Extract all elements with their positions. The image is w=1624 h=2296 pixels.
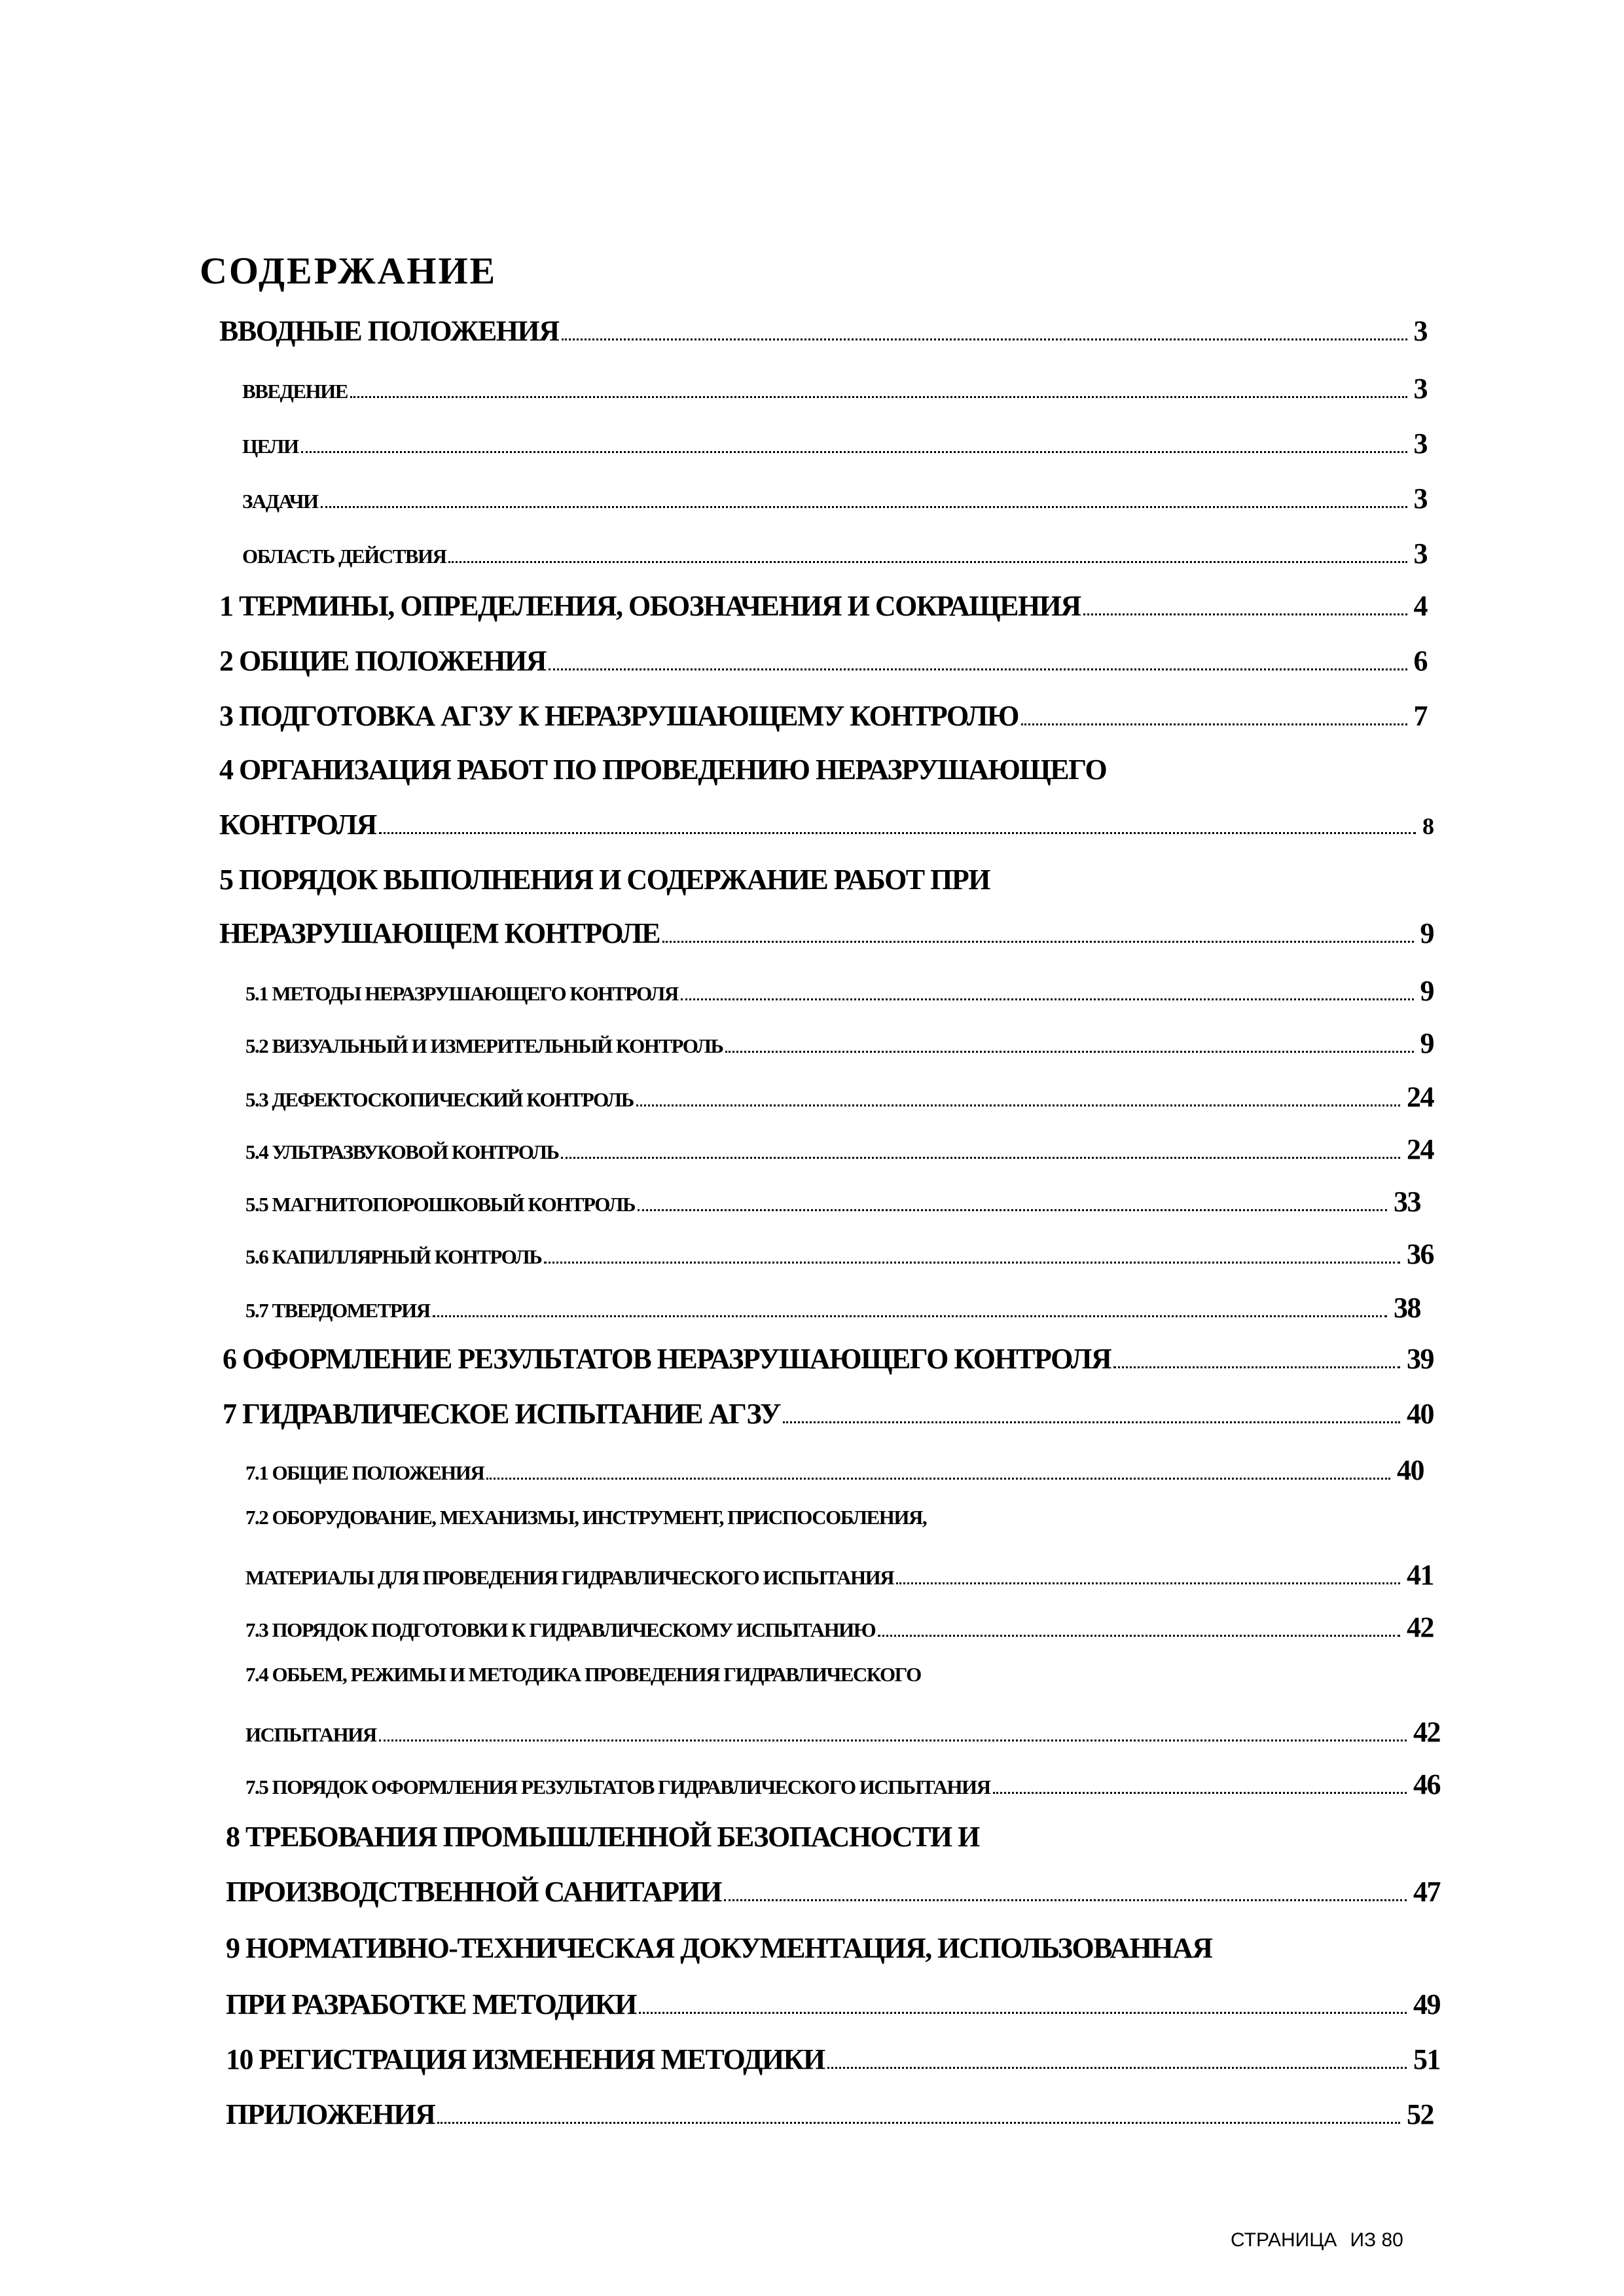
toc-entry-title-cont: ПРОИЗВОДСТВЕННОЙ САНИТАРИИ	[226, 1876, 721, 1908]
dot-leader	[1113, 1366, 1400, 1368]
toc-entry[interactable]	[245, 1185, 1420, 1218]
toc-entry-title: 3 ПОДГОТОВКА АГЗУ К НЕРАЗРУШАЮЩЕМУ КОНТРОЛЮ	[219, 700, 1019, 732]
toc-entry-line1	[219, 863, 1427, 896]
toc-entry-page: 9	[1420, 1027, 1434, 1059]
toc-entry-title-cont: ПРИ РАЗРАБОТКЕ МЕТОДИКИ	[226, 1988, 636, 2020]
toc-entry-title: 5.7 ТВЕРДОМЕТРИЯ	[245, 1299, 430, 1322]
toc-entry-page: 6	[1413, 645, 1427, 677]
toc-entry[interactable]	[226, 1988, 1440, 2021]
dot-leader	[724, 1899, 1407, 1901]
toc-entry-title: ЦЕЛИ	[242, 435, 298, 458]
toc-entry[interactable]	[242, 372, 1427, 405]
toc-entry-line1	[226, 1820, 1434, 1853]
dot-leader	[562, 338, 1407, 340]
dot-leader	[681, 998, 1414, 1000]
toc-entry-page: 49	[1413, 1988, 1440, 2020]
dot-leader	[486, 1478, 1390, 1480]
toc-entry[interactable]	[245, 1715, 1440, 1749]
toc-entry[interactable]	[245, 1611, 1434, 1644]
toc-entry-page: 46	[1413, 1768, 1440, 1800]
dot-leader	[639, 2012, 1407, 2014]
dot-leader	[1083, 613, 1407, 615]
toc-entry[interactable]	[223, 1397, 1434, 1430]
dot-leader	[783, 1421, 1400, 1423]
toc-entry-title: 4 ОРГАНИЗАЦИЯ РАБОТ ПО ПРОВЕДЕНИЮ НЕРАЗРУШАЮЩЕГО	[219, 754, 1107, 786]
toc-entry-title: 10 РЕГИСТРАЦИЯ ИЗМЕНЕНИЯ МЕТОДИКИ	[226, 2043, 825, 2075]
dot-leader	[321, 506, 1407, 508]
dot-leader	[379, 832, 1416, 834]
toc-entry-title: 7 ГИДРАВЛИЧЕСКОЕ ИСПЫТАНИЕ АГЗУ	[223, 1398, 780, 1430]
toc-entry-page: 3	[1413, 315, 1427, 347]
toc-entry-page: 41	[1407, 1559, 1434, 1591]
toc-entry-page: 3	[1413, 538, 1427, 570]
toc-entry-page: 24	[1407, 1081, 1434, 1113]
toc-entry-title: ВВЕДЕНИЕ	[242, 380, 348, 403]
toc-entry-line1	[226, 1931, 1440, 1965]
toc-entry[interactable]	[226, 2043, 1440, 2076]
dot-leader	[878, 1635, 1400, 1637]
toc-entry[interactable]	[242, 537, 1427, 570]
dot-leader	[638, 1209, 1387, 1211]
toc-entry-title: ОБЛАСТЬ ДЕЙСТВИЯ	[242, 545, 446, 568]
toc-entry[interactable]	[245, 1027, 1434, 1060]
footer-total-pages: ИЗ 80	[1350, 2229, 1403, 2251]
toc-entry[interactable]	[219, 644, 1427, 678]
toc-entry[interactable]	[245, 1768, 1440, 1801]
toc-entry-title: 7.5 ПОРЯДОК ОФОРМЛЕНИЯ РЕЗУЛЬТАТОВ ГИДРАВЛИЧЕСКОГО ИСПЫТАНИЯ	[245, 1776, 990, 1798]
toc-entry[interactable]	[219, 808, 1434, 841]
footer-page-label: СТРАНИЦА	[1231, 2229, 1337, 2251]
toc-entry[interactable]	[219, 699, 1427, 733]
toc-entry-title: ЗАДАЧИ	[242, 490, 318, 513]
toc-entry[interactable]	[245, 974, 1434, 1008]
toc-entry-page: 42	[1413, 1716, 1440, 1748]
toc-entry-page: 51	[1413, 2043, 1440, 2075]
dot-leader	[636, 1104, 1400, 1106]
dot-leader	[350, 396, 1407, 398]
toc-entry-title: 2 ОБЩИЕ ПОЛОЖЕНИЯ	[219, 645, 546, 677]
toc-entry-page: 4	[1413, 590, 1427, 622]
toc-entry[interactable]	[245, 1291, 1420, 1324]
toc-entry[interactable]	[219, 589, 1427, 623]
toc-entry-line1	[219, 753, 1427, 786]
toc-entry-page: 33	[1394, 1186, 1420, 1218]
dot-leader	[437, 2122, 1400, 2124]
toc-entry-title: 7.4 ОБЬЕМ, РЕЖИМЫ И МЕТОДИКА ПРОВЕДЕНИЯ ГИДРАВЛИЧЕСКОГО	[245, 1663, 921, 1686]
toc-entry[interactable]	[245, 1133, 1434, 1166]
toc-entry-title: 6 ОФОРМЛЕНИЕ РЕЗУЛЬТАТОВ НЕРАЗРУШАЮЩЕГО КОНТРОЛЯ	[223, 1343, 1111, 1375]
toc-entry-title: 5.6 КАПИЛЛЯРНЫЙ КОНТРОЛЬ	[245, 1245, 542, 1268]
dot-leader	[549, 668, 1407, 670]
toc-entry-page: 42	[1407, 1611, 1434, 1643]
page-title: СОДЕРЖАНИЕ	[200, 249, 497, 292]
toc-entry-title: 5.5 МАГНИТОПОРОШКОВЫЙ КОНТРОЛЬ	[245, 1193, 635, 1216]
dot-leader	[827, 2067, 1407, 2069]
toc-entry-title: 7.1 ОБЩИЕ ПОЛОЖЕНИЯ	[245, 1461, 484, 1484]
dot-leader	[379, 1740, 1407, 1741]
toc-entry-title-cont: МАТЕРИАЛЫ ДЛЯ ПРОВЕДЕНИЯ ГИДРАВЛИЧЕСКОГО ИСПЫТАНИЯ	[245, 1566, 894, 1589]
dot-leader	[561, 1157, 1400, 1159]
toc-entry-title: 7.2 ОБОРУДОВАНИЕ, МЕХАНИЗМЫ, ИНСТРУМЕНТ, ПРИСПОСОБЛЕНИЯ,	[245, 1506, 927, 1529]
toc-entry-page: 24	[1407, 1133, 1434, 1165]
toc-entry-title: ПРИЛОЖЕНИЯ	[226, 2098, 435, 2130]
dot-leader	[448, 561, 1407, 563]
toc-entry-page: 52	[1407, 2098, 1434, 2130]
toc-entry[interactable]	[242, 427, 1427, 460]
toc-entry[interactable]	[223, 1342, 1434, 1376]
toc-entry-page: 38	[1394, 1292, 1420, 1324]
toc-entry-page: 9	[1420, 917, 1434, 949]
toc-entry-page: 3	[1413, 428, 1427, 460]
toc-entry-page: 39	[1407, 1343, 1434, 1375]
toc-entry-page: 7	[1413, 700, 1427, 732]
toc-entry[interactable]	[219, 917, 1434, 950]
toc-entry-title: 8 ТРЕБОВАНИЯ ПРОМЫШЛЕННОЙ БЕЗОПАСНОСТИ И	[226, 1821, 979, 1853]
toc-entry-page: 3	[1413, 483, 1427, 515]
toc-entry[interactable]	[242, 482, 1427, 515]
toc-entry-page: 9	[1420, 975, 1434, 1007]
page-footer	[1231, 2229, 1403, 2251]
dot-leader	[301, 451, 1407, 453]
toc-entry-title-cont: НЕРАЗРУШАЮЩЕМ КОНТРОЛЕ	[219, 917, 660, 949]
toc-entry-title: 1 ТЕРМИНЫ, ОПРЕДЕЛЕНИЯ, ОБОЗНАЧЕНИЯ И СОКРАЩЕНИЯ	[219, 590, 1081, 622]
toc-entry-page: 47	[1413, 1876, 1440, 1908]
dot-leader	[433, 1315, 1387, 1317]
toc-entry[interactable]	[245, 1080, 1434, 1114]
toc-entry-title: 9 НОРМАТИВНО-ТЕХНИЧЕСКАЯ ДОКУМЕНТАЦИЯ, ИСПОЛЬЗОВАННАЯ	[226, 1932, 1212, 1964]
toc-entry[interactable]	[219, 314, 1427, 348]
dot-leader	[544, 1262, 1400, 1264]
dot-leader	[993, 1792, 1407, 1794]
toc-entry[interactable]	[245, 1558, 1434, 1592]
toc-entry-title: 5.3 ДЕФЕКТОСКОПИЧЕСКИЙ КОНТРОЛЬ	[245, 1088, 634, 1111]
toc-entry[interactable]	[226, 1875, 1440, 1908]
toc-entry-title: 5.4 УЛЬТРАЗВУКОВОЙ КОНТРОЛЬ	[245, 1140, 559, 1163]
dot-leader	[896, 1582, 1400, 1584]
toc-entry-line1	[245, 1663, 1434, 1686]
toc-entry-title: ВВОДНЫЕ ПОЛОЖЕНИЯ	[219, 315, 559, 347]
toc-entry-page: 40	[1397, 1454, 1424, 1486]
toc-entry-title: 5.1 МЕТОДЫ НЕРАЗРУШАЮЩЕГО КОНТРОЛЯ	[245, 982, 678, 1005]
dot-leader	[1021, 723, 1407, 725]
toc-entry-title: 5.2 ВИЗУАЛЬНЫЙ И ИЗМЕРИТЕЛЬНЫЙ КОНТРОЛЬ	[245, 1034, 723, 1057]
toc-entry-page: 40	[1407, 1398, 1434, 1430]
toc-entry-title-cont: КОНТРОЛЯ	[219, 809, 376, 841]
toc-entry-page: 36	[1407, 1238, 1434, 1270]
dot-leader	[725, 1051, 1413, 1053]
toc-entry[interactable]	[226, 2098, 1434, 2131]
toc-entry[interactable]	[245, 1453, 1424, 1487]
toc-entry-title: 7.3 ПОРЯДОК ПОДГОТОВКИ К ГИДРАВЛИЧЕСКОМУ ИСПЫТАНИЮ	[245, 1618, 876, 1641]
toc-entry-page: 3	[1413, 373, 1427, 405]
toc-entry-page: 8	[1422, 813, 1434, 839]
toc-entry-title: 5 ПОРЯДОК ВЫПОЛНЕНИЯ И СОДЕРЖАНИЕ РАБОТ ПРИ	[219, 864, 990, 896]
toc-entry-line1	[245, 1506, 1434, 1529]
dot-leader	[662, 941, 1413, 943]
toc-entry-title-cont: ИСПЫТАНИЯ	[245, 1723, 376, 1746]
toc-entry[interactable]	[245, 1237, 1434, 1271]
